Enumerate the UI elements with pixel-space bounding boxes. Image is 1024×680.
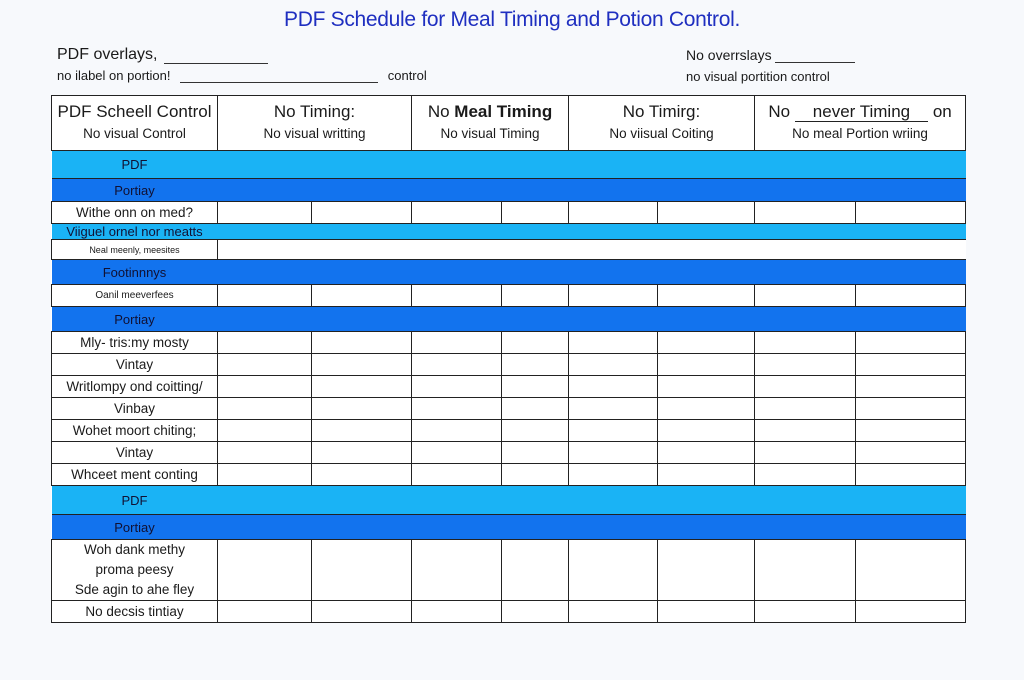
header-right-blank[interactable]	[775, 62, 855, 63]
table-row	[52, 601, 966, 623]
header-right-text: No overrslays	[686, 47, 772, 63]
row-label: Whceet ment conting	[52, 464, 218, 486]
row-label: Vintay	[52, 442, 218, 464]
table-row	[52, 332, 966, 354]
band-label: Portiay	[52, 307, 218, 332]
column-header-1: PDF Scheell Control No visual Control	[52, 96, 218, 151]
table-row	[52, 376, 966, 398]
table-row	[52, 420, 966, 442]
column-header-3: No Meal Timing No visual Timing	[412, 96, 569, 151]
header-right-line1	[686, 47, 855, 63]
column-header-row	[52, 96, 966, 151]
row-label: Mly- tris:my mosty	[52, 332, 218, 354]
header-left-line1	[57, 46, 268, 64]
band-portiay	[52, 307, 966, 332]
header-left-blank-1[interactable]	[164, 63, 268, 64]
table-row	[52, 398, 966, 420]
row-label: Withe onn on med?	[52, 202, 218, 224]
row-label: Oanil meeverfees	[52, 285, 218, 307]
table-row	[52, 540, 966, 601]
band-label: Portiay	[52, 179, 218, 202]
header-left-blank-2[interactable]	[180, 82, 378, 83]
band-label: PDF	[52, 151, 218, 179]
column-header-5: No never Timing on No meal Portion wriing	[755, 96, 966, 151]
row-label: Writlompy ond coitting/	[52, 376, 218, 398]
header-left-control: control	[387, 68, 427, 83]
row-label: Wohet moort chiting;	[52, 420, 218, 442]
row-label: Vinbay	[52, 398, 218, 420]
row-label: Vintay	[52, 354, 218, 376]
table-row	[52, 442, 966, 464]
band-portiay	[52, 515, 966, 540]
band-footing	[52, 260, 966, 285]
band-label: Portiay	[52, 515, 218, 540]
row-label: No decsis tintiay	[52, 601, 218, 623]
table-row	[52, 464, 966, 486]
table-row	[52, 354, 966, 376]
header-right-line2: no visual portition control	[686, 69, 830, 84]
row-label: Viiguel ornel nor meatts	[52, 224, 218, 240]
band-pdf	[52, 151, 966, 179]
band-label: PDF	[52, 486, 218, 515]
table-row	[52, 202, 966, 224]
header-left-text: PDF overlays,	[57, 46, 158, 63]
column-header-2: No Timing: No visual writting	[218, 96, 412, 151]
table-row	[52, 240, 966, 260]
schedule-table	[51, 95, 966, 623]
column-header-4: No Timirg: No viisual Coiting	[569, 96, 755, 151]
band-label: Footinnnys	[52, 260, 218, 285]
band-pdf	[52, 486, 966, 515]
row-label: Woh dank methy proma peesy Sde agin to ahe fley	[52, 540, 218, 601]
table-row	[52, 285, 966, 307]
header-left-line2	[57, 68, 427, 83]
page-title: PDF Schedule for Meal Timing and Potion Control.	[284, 8, 740, 31]
header-left-label: no ilabel on portion!	[57, 68, 171, 83]
band-row-highlight	[52, 224, 966, 240]
row-label: Neal meenly, meesites	[52, 240, 218, 260]
band-portiay	[52, 179, 966, 202]
